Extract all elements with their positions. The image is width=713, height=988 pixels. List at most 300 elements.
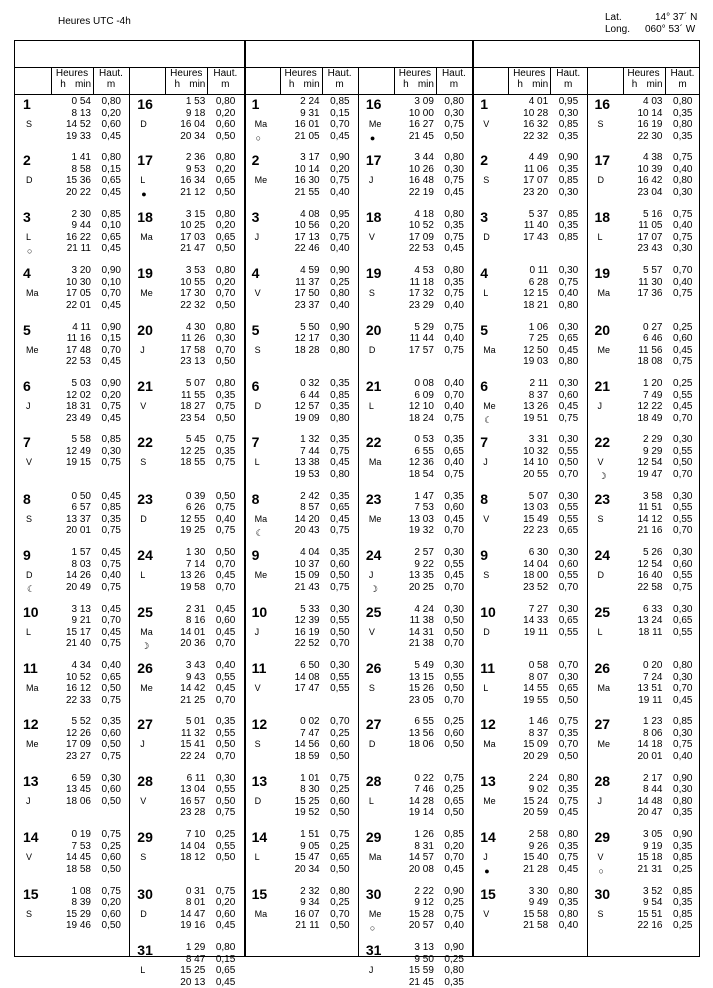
tide-heights: 0,90 0,25 0,75 0,40: [444, 885, 464, 932]
day-number: 7: [480, 434, 488, 451]
weekday: L: [368, 401, 374, 411]
tide-times: 3 44 10 26 16 48 22 19: [408, 152, 434, 198]
tide-times: 2 22 9 12 15 28 20 57: [408, 885, 434, 932]
weekday: Me: [368, 908, 382, 919]
day-number: 26: [594, 660, 611, 676]
day-number: 23: [365, 490, 382, 507]
tide-heights: 0,30 0,55 0,45 0,70: [444, 547, 464, 593]
column-divider: [129, 67, 130, 956]
tide-heights: 0,35 0,65 0,45 0,75: [330, 490, 350, 537]
day-number: 12: [23, 716, 39, 733]
weekday: D: [597, 570, 604, 581]
hours-header: Heures: [284, 68, 317, 79]
tide-times: 1 30 7 14 13 26 19 58: [180, 547, 206, 593]
day-number: 17: [594, 152, 611, 169]
weekday: V: [597, 457, 604, 468]
weekday: S: [26, 513, 33, 524]
tide-times: 1 08 8 39 15 29 19 46: [65, 885, 91, 932]
latitude-value: 14° 37´ N: [655, 12, 698, 23]
day-number: 2: [480, 152, 488, 169]
weekday: V: [140, 401, 147, 411]
tide-times: 5 01 11 32 15 41 22 24: [180, 716, 206, 762]
hours-column-divider: [93, 67, 94, 94]
weekday: Ma: [140, 231, 153, 242]
weekday: S: [26, 908, 33, 919]
latitude-label: Lat.: [605, 12, 622, 23]
tide-heights: 0,80 0,15 0,65 0,45: [101, 152, 121, 198]
weekday: L: [140, 175, 146, 186]
day-number: 27: [365, 716, 382, 733]
day-number: 21: [137, 378, 153, 394]
tide-heights: 0,75 0,40 0,75 0,30: [673, 208, 693, 255]
tide-heights: 0,80 0,15 0,65 0,45: [215, 942, 236, 988]
hours-left-divider: [165, 67, 166, 94]
tide-heights: 0,25 0,60 0,50: [444, 716, 464, 751]
day-number: 19: [594, 265, 611, 282]
day-number: 3: [23, 208, 31, 225]
h-header: h: [403, 79, 409, 90]
day-number: 6: [23, 378, 31, 394]
m-header: m: [221, 79, 230, 90]
weekday: V: [483, 119, 490, 129]
tide-heights: 0,30 0,55 0,55: [330, 660, 350, 694]
tide-table: [14, 40, 700, 988]
tide-heights: 0,30 0,55 0,50 0,70: [330, 603, 350, 650]
tide-heights: 0,70 0,40 0,75: [673, 265, 693, 300]
day-number: 31: [137, 942, 153, 958]
min-header: min: [303, 79, 320, 90]
moon-phase-icon: ☽: [369, 584, 378, 595]
weekday: S: [254, 344, 261, 355]
tide-heights: 0,45 0,75 0,40 0,75: [101, 547, 121, 593]
tide-heights: 0,30 0,50 0,50 0,70: [444, 603, 464, 650]
tide-heights: 0,50 0,70 0,45 0,70: [215, 547, 236, 593]
weekday: Me: [140, 288, 153, 299]
moon-phase-icon: ○: [255, 133, 262, 143]
tide-times: 4 03 10 14 16 19 22 30: [637, 96, 663, 142]
weekday: V: [368, 626, 375, 637]
weekday: L: [254, 457, 260, 468]
tide-heights: 0,80 0,30 0,70 0,50: [215, 321, 236, 368]
weekday: V: [26, 457, 33, 468]
day-number: 30: [365, 885, 382, 902]
tide-times: 2 24 9 02 15 24 20 59: [523, 772, 549, 819]
tide-heights: 0,40 0,70 0,40 0,75: [444, 378, 464, 424]
weekday: Ma: [254, 513, 268, 524]
tide-times: 4 34 10 52 16 12 22 33: [65, 660, 91, 706]
tide-times: 4 01 10 28 16 32 22 32: [523, 96, 549, 142]
moon-phase-icon: ☽: [141, 640, 150, 651]
tide-heights: 0,75 0,25 0,65 0,50: [444, 772, 464, 819]
day-number: 2: [251, 152, 260, 169]
tide-heights: 0,90 0,20 0,75 0,40: [330, 152, 350, 198]
tide-times: 0 50 6 57 13 37 20 01: [65, 490, 91, 537]
weekday: J: [368, 175, 374, 186]
weekday: Ma: [254, 119, 268, 129]
day-number: 14: [23, 829, 39, 846]
weekday: D: [140, 513, 147, 524]
tide-heights: 0,25 0,60 0,45 0,75: [673, 321, 693, 368]
day-number: 26: [365, 660, 382, 676]
tide-times: 1 23 8 06 14 18 20 01: [637, 716, 663, 762]
day-number: 9: [23, 547, 31, 564]
tide-heights: 0,90 0,15 0,70 0,45: [101, 321, 121, 368]
subheader-divider: [15, 94, 699, 95]
weekday: J: [597, 401, 602, 411]
tide-heights: 0,35 0,75 0,45 0,80: [330, 434, 350, 480]
weekday: J: [368, 570, 374, 581]
tide-heights: 0,40 0,55 0,45 0,70: [215, 660, 236, 706]
day-number: 11: [23, 660, 38, 676]
column-divider: [587, 67, 588, 956]
tide-times: 0 58 8 07 14 55 19 55: [523, 660, 549, 706]
tide-heights: 0,40 0,65 0,50 0,75: [101, 660, 121, 706]
h-header: h: [288, 79, 295, 90]
tide-times: 3 09 10 00 16 27 21 45: [408, 96, 434, 142]
tide-times: 0 27 6 46 11 56 18 08: [637, 321, 663, 368]
tide-times: 6 11 13 04 16 57 23 28: [180, 772, 206, 819]
weekday: J: [483, 852, 488, 863]
day-number: 10: [251, 603, 268, 620]
height-header: Haut.: [213, 68, 238, 79]
hours-column-divider: [665, 67, 666, 94]
tide-heights: 0,80 0,20 0,65 0,50: [215, 152, 236, 198]
weekday: Me: [26, 739, 39, 750]
tide-times: 1 53 9 18 16 04 20 34: [180, 96, 206, 142]
weekday: S: [254, 739, 261, 750]
day-number: 14: [480, 829, 496, 846]
weekday: J: [26, 401, 31, 411]
day-number: 24: [594, 547, 611, 564]
day-number: 8: [23, 490, 31, 507]
tide-times: 0 32 6 44 12 57 19 09: [294, 378, 320, 424]
tide-heights: 0,80 0,20 0,70 0,50: [215, 265, 236, 311]
day-number: 23: [137, 490, 153, 507]
tide-heights: 0,85 0,30 0,75: [101, 434, 121, 469]
tide-times: 3 05 9 19 15 18 21 31: [637, 829, 663, 875]
tide-times: 0 11 6 28 12 15 18 21: [523, 265, 549, 311]
tide-heights: 0,90 0,20 0,75 0,45: [101, 378, 121, 424]
column-divider: [358, 67, 359, 956]
weekday: D: [368, 739, 376, 750]
tide-heights: 0,80 0,30 0,75 0,50: [444, 96, 464, 142]
tide-times: 2 32 9 34 16 07 21 11: [294, 885, 320, 932]
weekday: Ma: [140, 626, 153, 637]
tide-heights: 0,35 0,55 0,50 0,70: [215, 716, 236, 762]
tide-times: 3 52 9 54 15 51 22 16: [637, 885, 663, 932]
tide-heights: 0,30 0,55 0,50 0,70: [673, 434, 693, 480]
weekday: L: [368, 795, 374, 806]
tide-heights: 0,30 0,65 0,55: [673, 603, 693, 638]
tide-times: 0 02 7 47 14 56 18 59: [294, 716, 320, 762]
weekday: D: [597, 175, 604, 186]
tide-times: 5 16 11 05 17 07 23 43: [637, 208, 663, 255]
tide-times: 0 31 8 01 14 47 19 16: [180, 885, 206, 932]
tide-heights: 0,80 0,20 0,60 0,50: [215, 96, 236, 142]
day-number: 18: [594, 208, 611, 225]
tide-times: 6 59 13 45 18 06: [65, 772, 91, 807]
tide-heights: 0,85 0,35 0,85: [558, 208, 579, 243]
tide-times: 0 19 7 53 14 45 18 58: [65, 829, 91, 875]
moon-phase-icon: ●: [141, 189, 147, 200]
tide-times: 1 20 7 49 12 22 18 49: [637, 378, 663, 424]
tide-heights: 0,85 0,30 0,75 0,40: [673, 716, 693, 762]
day-number: 8: [251, 490, 260, 507]
weekday: D: [483, 231, 490, 242]
tide-heights: 0,80 0,35 0,75 0,50: [215, 378, 236, 424]
weekday: Me: [26, 344, 39, 355]
weekday: S: [368, 288, 375, 299]
timezone-label: Heures UTC -4h: [58, 16, 131, 27]
tide-times: 1 32 7 44 13 38 19 53: [294, 434, 320, 480]
tide-times: 3 15 10 25 17 03 21 47: [180, 208, 206, 255]
tide-times: 2 57 9 22 13 35 20 25: [408, 547, 434, 593]
tide-heights: 0,90 0,10 0,70 0,45: [101, 265, 121, 311]
day-number: 19: [137, 265, 153, 282]
tide-heights: 0,35 0,65 0,40 0,75: [444, 434, 464, 480]
day-number: 22: [365, 434, 382, 451]
tide-heights: 0,75 0,40 0,75: [444, 321, 464, 356]
tide-times: 5 58 12 49 19 15: [65, 434, 91, 469]
moon-phase-icon: ☾: [255, 527, 264, 538]
tide-times: 2 24 9 31 16 01 21 05: [294, 96, 320, 142]
tide-times: 4 49 11 06 17 07 23 20: [523, 152, 549, 198]
day-number: 12: [251, 716, 268, 733]
hours-column-divider: [550, 67, 551, 94]
tide-times: 0 39 6 26 12 55 19 25: [180, 490, 206, 537]
day-number: 3: [251, 208, 260, 225]
weekday: Me: [254, 175, 268, 186]
weekday: L: [597, 231, 603, 242]
weekday: V: [26, 852, 33, 863]
day-number: 10: [23, 603, 39, 620]
day-number: 5: [480, 321, 488, 338]
tide-times: 2 36 9 53 16 34 21 12: [180, 152, 206, 198]
tide-heights: 0,95 0,20 0,75 0,40: [330, 208, 350, 255]
day-number: 15: [23, 885, 39, 902]
moon-phase-icon: ○: [369, 922, 376, 933]
weekday: J: [26, 795, 31, 806]
weekday: L: [140, 965, 146, 975]
day-number: 28: [365, 772, 382, 789]
m-header: m: [449, 79, 459, 90]
weekday: V: [597, 852, 604, 863]
tide-times: 5 50 12 17 18 28: [294, 321, 320, 356]
weekday: Ma: [254, 908, 268, 919]
tide-heights: 0,90 0,25 0,80 0,35: [444, 942, 464, 988]
weekday: S: [140, 457, 147, 468]
h-header: h: [631, 79, 638, 90]
tide-times: 0 53 6 55 12 36 18 54: [408, 434, 434, 480]
weekday: S: [368, 683, 375, 693]
weekday: Me: [483, 401, 496, 411]
tide-times: 5 29 11 44 17 57: [408, 321, 434, 356]
weekday: Me: [254, 570, 268, 581]
day-number: 12: [480, 716, 496, 733]
min-header: min: [646, 79, 663, 90]
m-header: m: [564, 79, 573, 90]
weekday: V: [483, 513, 490, 524]
day-number: 24: [365, 547, 382, 564]
tide-heights: 0,35 0,60 0,50 0,75: [101, 716, 121, 762]
tide-times: 2 31 8 16 14 01 20 36: [180, 603, 206, 650]
day-number: 25: [365, 603, 382, 620]
tide-times: 0 22 7 46 14 28 19 14: [408, 772, 434, 819]
tide-times: 4 18 10 52 17 09 22 53: [408, 208, 434, 255]
weekday: Me: [597, 344, 611, 355]
hours-header: Heures: [398, 68, 432, 79]
weekday: D: [254, 401, 262, 411]
min-header: min: [417, 79, 434, 90]
tide-times: 5 45 12 25 18 55: [180, 434, 206, 469]
tide-times: 6 33 13 24 18 11: [637, 603, 663, 638]
weekday: J: [140, 344, 145, 355]
weekday: Me: [368, 119, 382, 129]
moon-phase-icon: ☾: [484, 415, 493, 425]
weekday: Me: [483, 795, 496, 806]
tide-heights: 0,25 0,55 0,50: [215, 829, 236, 864]
weekday: J: [368, 965, 374, 975]
weekday: J: [254, 231, 260, 242]
hours-column-divider: [322, 67, 323, 94]
day-number: 5: [23, 321, 31, 338]
tide-heights: 0,80 0,35 0,75 0,45: [558, 829, 579, 875]
day-number: 25: [594, 603, 611, 620]
weekday: Ma: [26, 683, 39, 693]
tide-times: 6 50 14 08 17 47: [294, 660, 320, 694]
weekday: J: [254, 626, 260, 637]
tide-times: 4 30 11 26 17 58 23 13: [180, 321, 206, 368]
height-header: Haut.: [99, 68, 123, 79]
tide-times: 3 17 10 14 16 30 21 55: [294, 152, 320, 198]
tide-heights: 0,80 0,20 0,60 0,45: [101, 96, 121, 142]
tide-heights: 0,30 0,55 0,50 0,70: [558, 434, 579, 480]
day-number: 30: [137, 885, 153, 902]
day-number: 21: [594, 378, 611, 394]
weekday: S: [597, 119, 604, 129]
tide-times: 3 43 9 43 14 42 21 25: [180, 660, 206, 706]
tide-heights: 0,80 0,25 0,70 0,50: [330, 885, 350, 932]
tide-times: 5 49 13 15 15 26 23 05: [408, 660, 434, 706]
tide-heights: 0,90 0,35 0,85 0,30: [558, 152, 579, 198]
moon-phase-icon: ☾: [27, 584, 36, 595]
day-number: 22: [137, 434, 153, 451]
tide-times: 5 07 13 03 15 49 22 23: [523, 490, 549, 537]
moon-phase-icon: ○: [598, 866, 604, 877]
tide-heights: 0,90 0,30 0,80: [330, 321, 350, 356]
tide-times: 2 11 8 37 13 26 19 51: [523, 378, 549, 424]
tide-times: 2 29 9 29 12 54 19 47: [637, 434, 663, 480]
tide-times: 3 20 10 30 17 05 22 01: [65, 265, 91, 311]
tide-heights: 0,45 0,60 0,45 0,70: [215, 603, 236, 650]
day-number: 1: [23, 96, 31, 112]
weekday: S: [483, 175, 490, 186]
longitude-label: Long.: [605, 24, 631, 35]
weekday: Ma: [483, 344, 496, 355]
moon-phase-icon: ○: [27, 245, 33, 256]
tide-heights: 0,30 0,55 0,50 0,70: [444, 660, 464, 706]
tide-times: 1 01 8 30 15 25 19 52: [294, 772, 320, 819]
day-number: 20: [594, 321, 611, 338]
day-number: 9: [251, 547, 260, 564]
day-number: 2: [23, 152, 31, 169]
tide-times: 1 47 7 53 13 03 19 32: [408, 490, 434, 537]
tide-heights: 0,75 0,25 0,65 0,50: [330, 829, 350, 875]
tide-times: 2 58 9 26 15 40 21 28: [523, 829, 549, 875]
tide-heights: 0,85 0,10 0,65 0,45: [101, 208, 121, 255]
tide-heights: 0,90 0,25 0,80 0,40: [330, 265, 350, 311]
weekday: L: [26, 626, 32, 637]
moon-phase-icon: ●: [484, 866, 490, 877]
day-number: 18: [137, 208, 153, 225]
tide-heights: 0,30 0,60 0,45 0,75: [558, 378, 579, 424]
hours-header: Heures: [513, 68, 546, 79]
tide-heights: 0,80 0,35 0,75 0,45: [558, 772, 579, 819]
hours-left-divider: [51, 67, 52, 94]
tide-times: 1 41 8 58 15 36 20 22: [65, 152, 91, 198]
day-number: 5: [251, 321, 260, 338]
tide-heights: 0,30 0,75 0,40 0,80: [558, 265, 579, 311]
hours-left-divider: [623, 67, 624, 94]
weekday: V: [140, 795, 147, 806]
day-number: 1: [251, 96, 260, 112]
day-number: 22: [594, 434, 611, 451]
day-number: 28: [137, 772, 153, 789]
day-number: 26: [137, 660, 153, 676]
height-header: Haut.: [441, 68, 466, 79]
day-number: 13: [480, 772, 496, 789]
day-number: 21: [365, 378, 382, 394]
tide-heights: 0,85 0,20 0,70 0,45: [444, 829, 464, 875]
tide-heights: 0,45 0,70 0,45 0,75: [101, 603, 121, 650]
hours-header: Heures: [170, 68, 203, 79]
tide-times: 2 30 9 44 16 22 21 11: [65, 208, 91, 255]
tide-heights: 0,75 0,20 0,60 0,45: [215, 885, 236, 932]
tide-times: 4 04 10 37 15 09 21 43: [294, 547, 320, 593]
tide-times: 3 31 10 32 14 10 20 55: [523, 434, 549, 480]
hours-header: Heures: [627, 68, 660, 79]
day-number: 16: [137, 96, 153, 112]
tide-times: 4 11 11 16 17 48 22 53: [65, 321, 91, 368]
day-number: 24: [137, 547, 153, 564]
height-header: Haut.: [670, 68, 695, 79]
tide-times: 3 30 9 49 15 58 21 58: [523, 885, 549, 932]
tide-times: 7 27 14 33 19 11: [523, 603, 549, 638]
day-number: 4: [251, 265, 260, 282]
min-header: min: [189, 79, 206, 90]
day-number: 29: [137, 829, 153, 846]
weekday: V: [254, 288, 261, 299]
tide-heights: 0,75 0,25 0,60 0,50: [330, 772, 350, 819]
day-number: 7: [23, 434, 31, 451]
tide-heights: 0,30 0,60 0,55 0,75: [673, 547, 693, 593]
day-number: 15: [251, 885, 268, 902]
tide-times: 1 29 8 47 15 25 20 13: [180, 942, 206, 988]
tide-times: 3 13 9 21 15 17 21 40: [65, 603, 91, 650]
h-header: h: [174, 79, 181, 90]
tide-heights: 0,80 0,35 0,80 0,35: [673, 96, 693, 142]
tide-times: 0 54 8 13 14 52 19 33: [65, 96, 91, 142]
hours-column-divider: [207, 67, 208, 94]
weekday: S: [26, 119, 33, 129]
day-number: 3: [480, 208, 488, 225]
tide-times: 4 08 10 56 17 13 22 46: [294, 208, 320, 255]
tide-times: 5 52 12 26 17 09 23 27: [65, 716, 91, 762]
tide-times: 1 46 8 37 15 09 20 29: [523, 716, 549, 762]
tide-times: 1 06 7 25 12 50 19 03: [523, 321, 549, 368]
tide-heights: 0,85 0,15 0,70 0,45: [330, 96, 350, 142]
tide-heights: 0,50 0,75 0,40 0,75: [215, 490, 236, 537]
